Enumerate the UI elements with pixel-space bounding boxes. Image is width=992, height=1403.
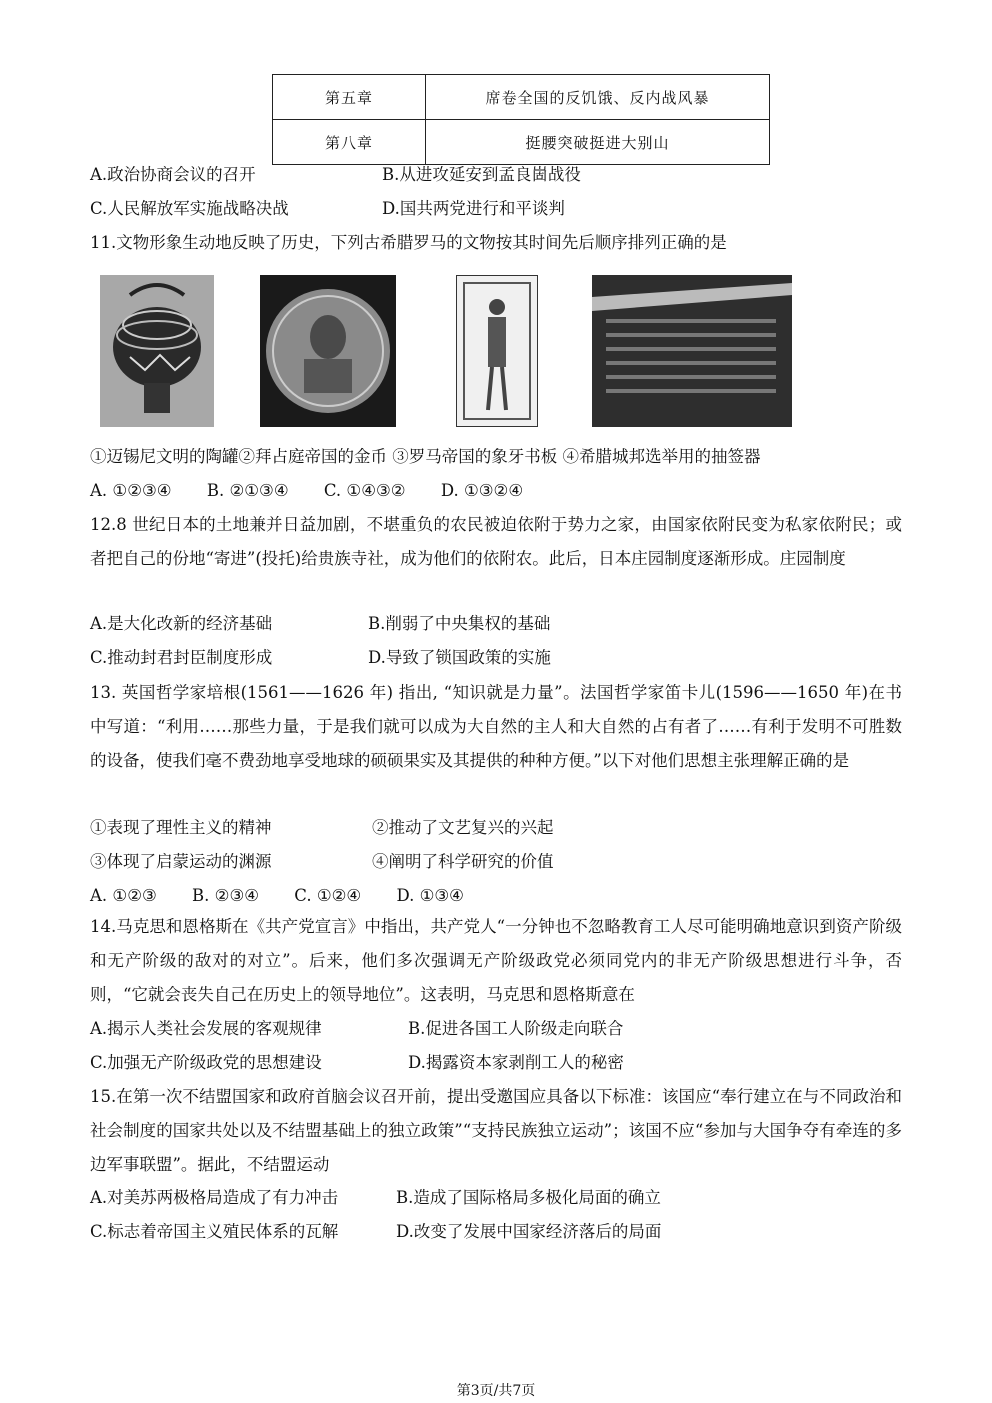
q13-statement-2: ②推动了文艺复兴的兴起 <box>372 818 554 837</box>
q13-option-d: D. ①③④ <box>396 886 464 905</box>
q13-statement-1: ①表现了理性主义的精神 <box>90 818 272 837</box>
q14-option-d: D.揭露资本家剥削工人的秘密 <box>408 1053 624 1072</box>
q15-stem: 15.在第一次不结盟国家和政府首脑会议召开前，提出受邀国应具备以下标准：该国应“奉行建立在与不同政治和社会制度的国家共处以及不结盟基础上的独立政策”“支持民族独立运动”；该国不应“参加与大国争夺有牵连的多边军事联盟”。据此，不结盟运动 <box>90 1087 902 1174</box>
chapter-title-cell: 席卷全国的反饥饿、反内战风暴 <box>426 75 770 120</box>
q12-option-c: C.推动封君封臣制度形成 <box>90 648 273 667</box>
q13-option-b: B. ②③④ <box>192 886 260 905</box>
chapter-table <box>272 74 770 165</box>
q13-options <box>90 885 494 907</box>
q10-option-c: C.人民解放军实施战略决战 <box>90 199 289 218</box>
q15-option-d: D.改变了发展中国家经济落后的局面 <box>396 1222 662 1241</box>
chapter-cell: 第八章 <box>273 120 426 165</box>
q11-stem: 11.文物形象生动地反映了历史，下列古希腊罗马的文物按其时间先后顺序排列正确的是 <box>90 233 727 252</box>
q15-option-b: B.造成了国际格局多极化局面的确立 <box>396 1188 661 1207</box>
gold-coin-image <box>260 275 396 427</box>
q10-option-b: B.从进攻延安到孟良崮战役 <box>382 165 581 184</box>
q11-option-a: A. ①②③④ <box>90 481 172 500</box>
chapter-cell: 第五章 <box>273 75 426 120</box>
page-footer: 第3页/共7页 <box>456 1383 536 1399</box>
table-row <box>273 120 770 165</box>
q12-option-d: D.导致了锁国政策的实施 <box>368 648 551 667</box>
q11-caption: ①迈锡尼文明的陶罐②拜占庭帝国的金币 ③罗马帝国的象牙书板 ④希腊城邦选举用的抽签器 <box>90 447 761 466</box>
q14-option-a: A.揭示人类社会发展的客观规律 <box>90 1019 322 1038</box>
q14-option-b: B.促进各国工人阶级走向联合 <box>408 1019 624 1038</box>
q11-options <box>90 480 553 502</box>
q15-option-c: C.标志着帝国主义殖民体系的瓦解 <box>90 1222 339 1241</box>
q13-stem: 13. 英国哲学家培根(1561——1626 年) 指出, “知识就是力量”。法国哲学家笛卡儿(1596——1650 年)在书中写道：“利用……那些力量，于是我们就可以成为大自然的主人和大自然的占有者了……有利于发明不可胜数的设备，使我们毫不费劲地享受地球的硕硕果实及其提供的种种方便。”以下对他们思想主张理解正确的是 <box>90 683 902 770</box>
q12-stem: 12.8 世纪日本的土地兼并日益加剧，不堪重负的农民被迫依附于势力之家，由国家依附民变为私家依附民；或者把自己的份地“寄进”(投托)给贵族寺社，成为他们的依附农。此后，日本庄园制度逐渐形成。庄园制度 <box>90 515 902 568</box>
ivory-tablet-image <box>456 275 538 427</box>
chapter-title-cell: 挺腰突破挺进大别山 <box>426 120 770 165</box>
q12-option-a: A.是大化改新的经济基础 <box>90 614 273 633</box>
q10-option-a: A.政治协商会议的召开 <box>90 165 256 184</box>
q11-option-c: C. ①④③② <box>323 481 406 500</box>
pottery-jar-image <box>100 275 214 427</box>
q10-option-d: D.国共两党进行和平谈判 <box>382 199 565 218</box>
allotment-machine-image <box>592 275 792 427</box>
table-row <box>273 75 770 120</box>
q13-option-a: A. ①②③ <box>90 886 157 905</box>
q11-option-b: B. ②①③④ <box>206 481 289 500</box>
q14-stem: 14.马克思和恩格斯在《共产党宣言》中指出，共产党人“一分钟也不忽略教育工人尽可能明确地意识到资产阶级和无产阶级的敌对的对立”。后来，他们多次强调无产阶级政党必须同党内的非无产阶级思想进行斗争，否则，“它就会丧失自己在历史上的领导地位”。这表明，马克思和恩格斯意在 <box>90 917 902 1004</box>
q14-option-c: C.加强无产阶级政党的思想建设 <box>90 1053 322 1072</box>
q13-statement-3: ③体现了启蒙运动的渊源 <box>90 852 272 871</box>
q13-option-c: C. ①②④ <box>294 886 362 905</box>
q11-option-d: D. ①③②④ <box>440 481 524 500</box>
q13-statement-4: ④阐明了科学研究的价值 <box>372 852 554 871</box>
q15-option-a: A.对美苏两极格局造成了有力冲击 <box>90 1188 339 1207</box>
q12-option-b: B.削弱了中央集权的基础 <box>368 614 551 633</box>
